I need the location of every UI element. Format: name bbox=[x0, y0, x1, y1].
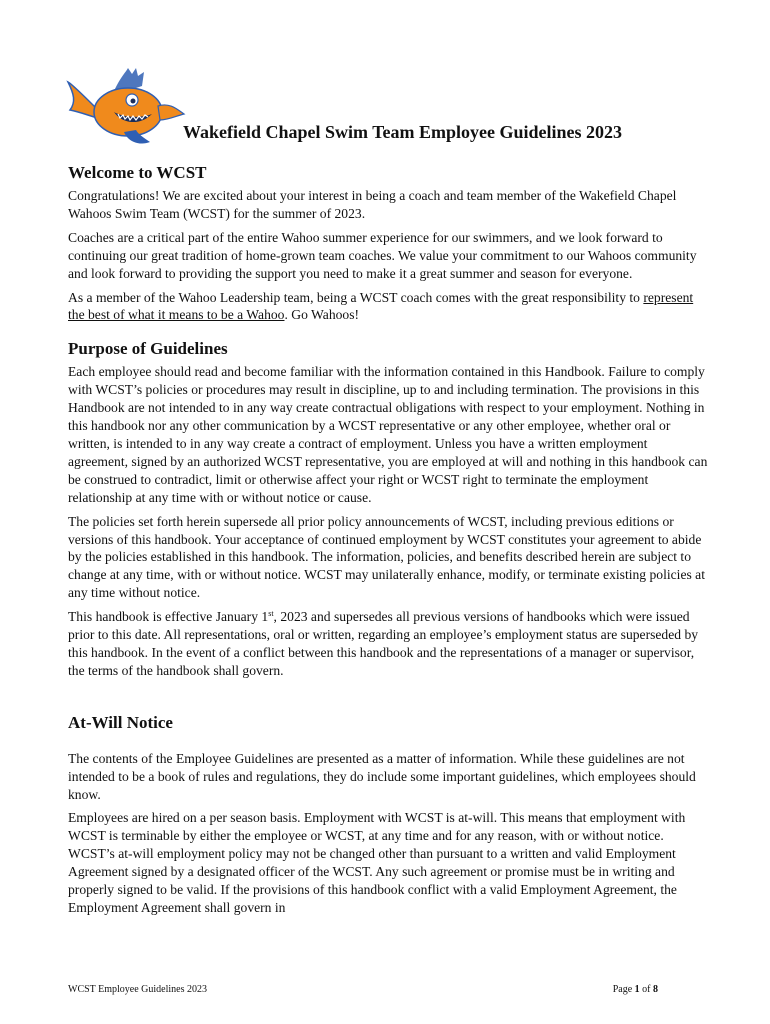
section-at-will bbox=[68, 712, 708, 917]
document-title: Wakefield Chapel Swim Team Employee Guidelines 2023 bbox=[183, 122, 623, 142]
welcome-paragraph-3-start: As a member of the Wahoo Leadership team, being a WCST coach comes with the great responsibility to bbox=[68, 289, 644, 305]
footer-page-total: 8 bbox=[653, 984, 658, 995]
at-will-paragraph-2: Employees are hired on a per season basis. Employment with WCST is at-will. This means that employment with WCST is terminable by either the employee or WCST, at any time and for any reason, with or without notice. WCST’s at-will employment policy may not be changed other than pursuant to a written and valid Employment Agreement signed by a designated officer of the WCST. Any such agreement or promise must be in writing and properly signed to be valid. If the provisions of this handbook conflict with a valid Employment Agreement, the Employment Agreement shall govern in bbox=[68, 810, 686, 915]
represent-wahoo-underlined: represent the best of what it means to be a Wahoo bbox=[68, 289, 694, 323]
document-body bbox=[68, 162, 708, 923]
section-heading-at-will: At-Will Notice bbox=[68, 712, 173, 732]
welcome-paragraph-3-end: . Go Wahoos! bbox=[284, 307, 360, 323]
footer-page-current: 1 bbox=[634, 984, 640, 995]
purpose-paragraph-3-start: This handbook is effective January 1 bbox=[68, 609, 269, 625]
footer-document-name: WCST Employee Guidelines 2023 bbox=[68, 984, 207, 995]
section-heading-welcome: Welcome to WCST bbox=[68, 163, 207, 182]
section-welcome bbox=[68, 162, 708, 324]
section-heading-purpose: Purpose of Guidelines bbox=[68, 339, 228, 359]
footer-page-word: Page bbox=[612, 984, 633, 995]
at-will-paragraph-1: The contents of the Employee Guidelines are presented as a matter of information. While these guidelines are not intended to be a book of rules and regulations, they do include some important guidelines, which employees should know. bbox=[68, 750, 696, 802]
purpose-paragraph-3-end: , 2023 and supersedes all previous versions of handbooks which were issued prior to this date. All representations, oral or written, regarding an employee’s employment status are superseded by this handbook. In the event of a conflict between this handbook and the representations of a manager or supervisor, the terms of the handbook shall govern. bbox=[68, 609, 699, 678]
ordinal-superscript: st bbox=[268, 609, 274, 619]
welcome-paragraph-3 bbox=[68, 289, 708, 325]
page-footer bbox=[68, 984, 658, 995]
purpose-paragraph-2: The policies set forth herein supersede all prior policy announcements of WCST, including previous editions or versions of this handbook. Your acceptance of continued employment by WCST constitutes your agreement to abide by the policies established in this handbook. The information, policies, and benefits described herein are subject to change at any time, with or without notice. WCST may unilaterally enhance, modify, or terminate existing policies at any time without notice. bbox=[68, 513, 705, 601]
welcome-paragraph-2: Coaches are a critical part of the entire Wahoo summer experience for our swimmers, and we look forward to continuing our great tradition of home-grown team coaches. We value your commitment to our Wahoos community and look forward to providing the support you need to make it a great summer and season for everyone. bbox=[68, 229, 697, 281]
welcome-paragraph-1: Congratulations! We are excited about your interest in being a coach and team member of the Wakefield Chapel Wahoos Swim Team (WCST) for the summer of 2023. bbox=[68, 188, 677, 221]
purpose-paragraph-1: Each employee should read and become familiar with the information contained in this Handbook. Failure to comply with WCST’s policies or procedures may result in discipline, up to and including termination. The provisions in this Handbook are not intended to in any way create contractual obligations with respect to your employment. Nothing in this handbook nor any other communication by a WCST representative or any other employee, whether oral or written, is intended to in any way create a contract of employment. Unless you have a written employment agreement, signed by an authorized WCST representative, you are employed at will and nothing in this handbook can be construed to contradict, limit or otherwise affect your right or WCST right to terminate the employment relationship at any time with or without notice or cause. bbox=[68, 364, 708, 505]
footer-of-word: of bbox=[642, 984, 651, 995]
purpose-paragraph-3 bbox=[68, 608, 708, 680]
section-purpose bbox=[68, 338, 708, 679]
footer-page-number bbox=[613, 984, 658, 995]
wahoo-fish-logo-icon bbox=[66, 66, 186, 148]
